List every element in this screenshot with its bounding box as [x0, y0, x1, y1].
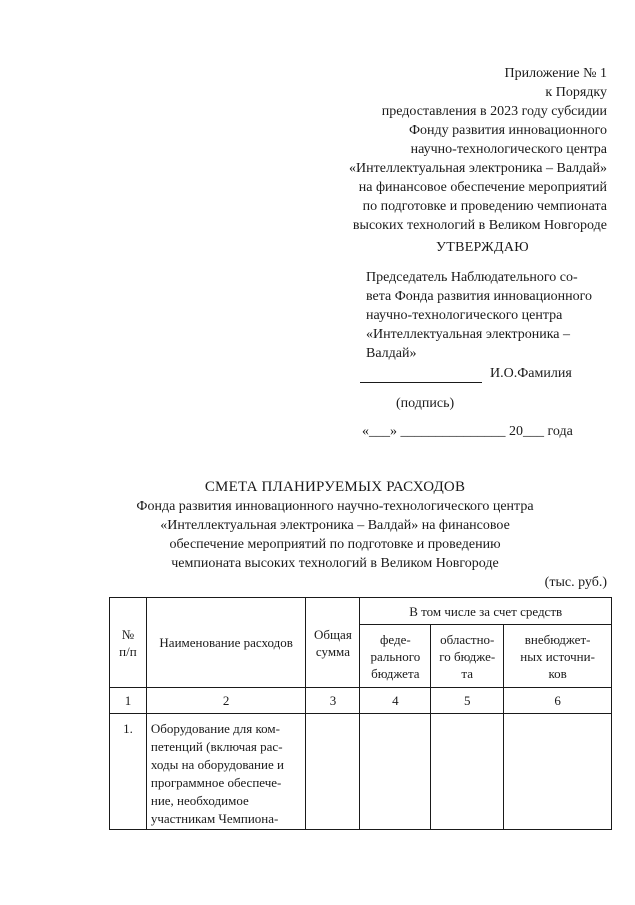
column-number: 2	[146, 688, 306, 714]
approval-line: «Интеллектуальная электроника –	[366, 327, 570, 342]
signature-caption: (подпись)	[396, 396, 455, 411]
document-title: СМЕТА ПЛАНИРУЕМЫХ РАСХОДОВ	[204, 479, 466, 495]
header-federal-line: феде-	[379, 631, 411, 647]
date-line: «___» _______________ 20___ года	[362, 424, 573, 439]
column-number: 3	[306, 688, 360, 714]
signature-row	[360, 366, 605, 383]
appendix-line: высоких технологий в Великом Новгороде	[352, 218, 607, 233]
header-name: Наименование расходов	[146, 598, 306, 688]
header-row	[110, 598, 612, 625]
row-name-line: Оборудование для ком-	[150, 721, 280, 736]
row-number: 1.	[110, 714, 147, 830]
column-number: 4	[360, 688, 431, 714]
signature-line	[360, 366, 482, 383]
signatory-name: И.О.Фамилия	[490, 366, 572, 381]
header-regional-line: го бюдже-	[439, 648, 496, 664]
header-regional-line: областно-	[440, 631, 495, 647]
subtitle-line: чемпионата высоких технологий в Великом Новгороде	[171, 556, 499, 571]
appendix-block	[307, 64, 607, 235]
column-number: 1	[110, 688, 147, 714]
approval-line: научно-технологического центра	[366, 308, 563, 323]
column-number: 5	[431, 688, 504, 714]
approval-line: вета Фонда развития инновационного	[366, 289, 593, 304]
appendix-line: предоставления в 2023 году субсидии	[381, 104, 607, 119]
header-federal-line: бюджета	[371, 665, 420, 681]
approval-line: Валдай»	[366, 346, 417, 361]
row-name-line: ние, необходимое	[150, 793, 249, 808]
header-extrabudgetary	[504, 625, 612, 688]
row-federal	[360, 714, 431, 830]
row-name	[146, 714, 306, 830]
estimate-table	[109, 597, 612, 830]
header-regional-line: та	[461, 665, 474, 681]
header-total-line: Общая	[314, 626, 352, 642]
table-row	[110, 714, 612, 830]
header-federal	[360, 625, 431, 688]
header-num	[110, 598, 147, 688]
row-total	[306, 714, 360, 830]
estimate-title-block	[100, 478, 570, 573]
header-extra-line: внебюджет-	[524, 631, 591, 647]
header-federal-line: рального	[370, 648, 421, 664]
appendix-line: научно-технологического центра	[410, 142, 607, 157]
approval-heading: УТВЕРЖДАЮ	[436, 240, 529, 255]
currency-unit: (тыс. руб.)	[544, 575, 607, 590]
row-name-line: петенций (включая рас-	[150, 739, 283, 754]
column-number: 6	[504, 688, 612, 714]
header-total-line: сумма	[315, 643, 350, 659]
row-name-line: ходы на оборудование и	[150, 757, 284, 772]
subtitle-line: «Интеллектуальная электроника – Валдай» на финансовое	[160, 518, 510, 533]
appendix-line: Фонду развития инновационного	[408, 123, 607, 138]
appendix-line: по подготовке и проведению чемпионата	[362, 199, 607, 214]
row-name-line: программное обеспече-	[150, 775, 282, 790]
appendix-line: Приложение № 1	[504, 66, 607, 81]
row-name-line: участникам Чемпиона-	[150, 811, 279, 826]
header-funding-group: В том числе за счет средств	[360, 598, 612, 625]
approval-position	[366, 268, 606, 363]
header-num-line: п/п	[119, 643, 137, 659]
subtitle-line: обеспечение мероприятий по подготовке и проведению	[169, 537, 501, 552]
row-regional	[431, 714, 504, 830]
header-extra-line: ков	[548, 665, 567, 681]
appendix-line: «Интеллектуальная электроника – Валдай»	[349, 161, 607, 176]
subtitle-line: Фонда развития инновационного научно-технологического центра	[136, 499, 534, 514]
header-num-line: №	[121, 626, 135, 642]
approval-line: Председатель Наблюдательного со-	[366, 270, 578, 285]
appendix-line: на финансовое обеспечение мероприятий	[358, 180, 607, 195]
row-extrabudgetary	[504, 714, 612, 830]
header-total	[306, 598, 360, 688]
header-extra-line: ных источни-	[520, 648, 595, 664]
header-regional	[431, 625, 504, 688]
appendix-line: к Порядку	[545, 85, 607, 100]
column-number-row	[110, 688, 612, 714]
